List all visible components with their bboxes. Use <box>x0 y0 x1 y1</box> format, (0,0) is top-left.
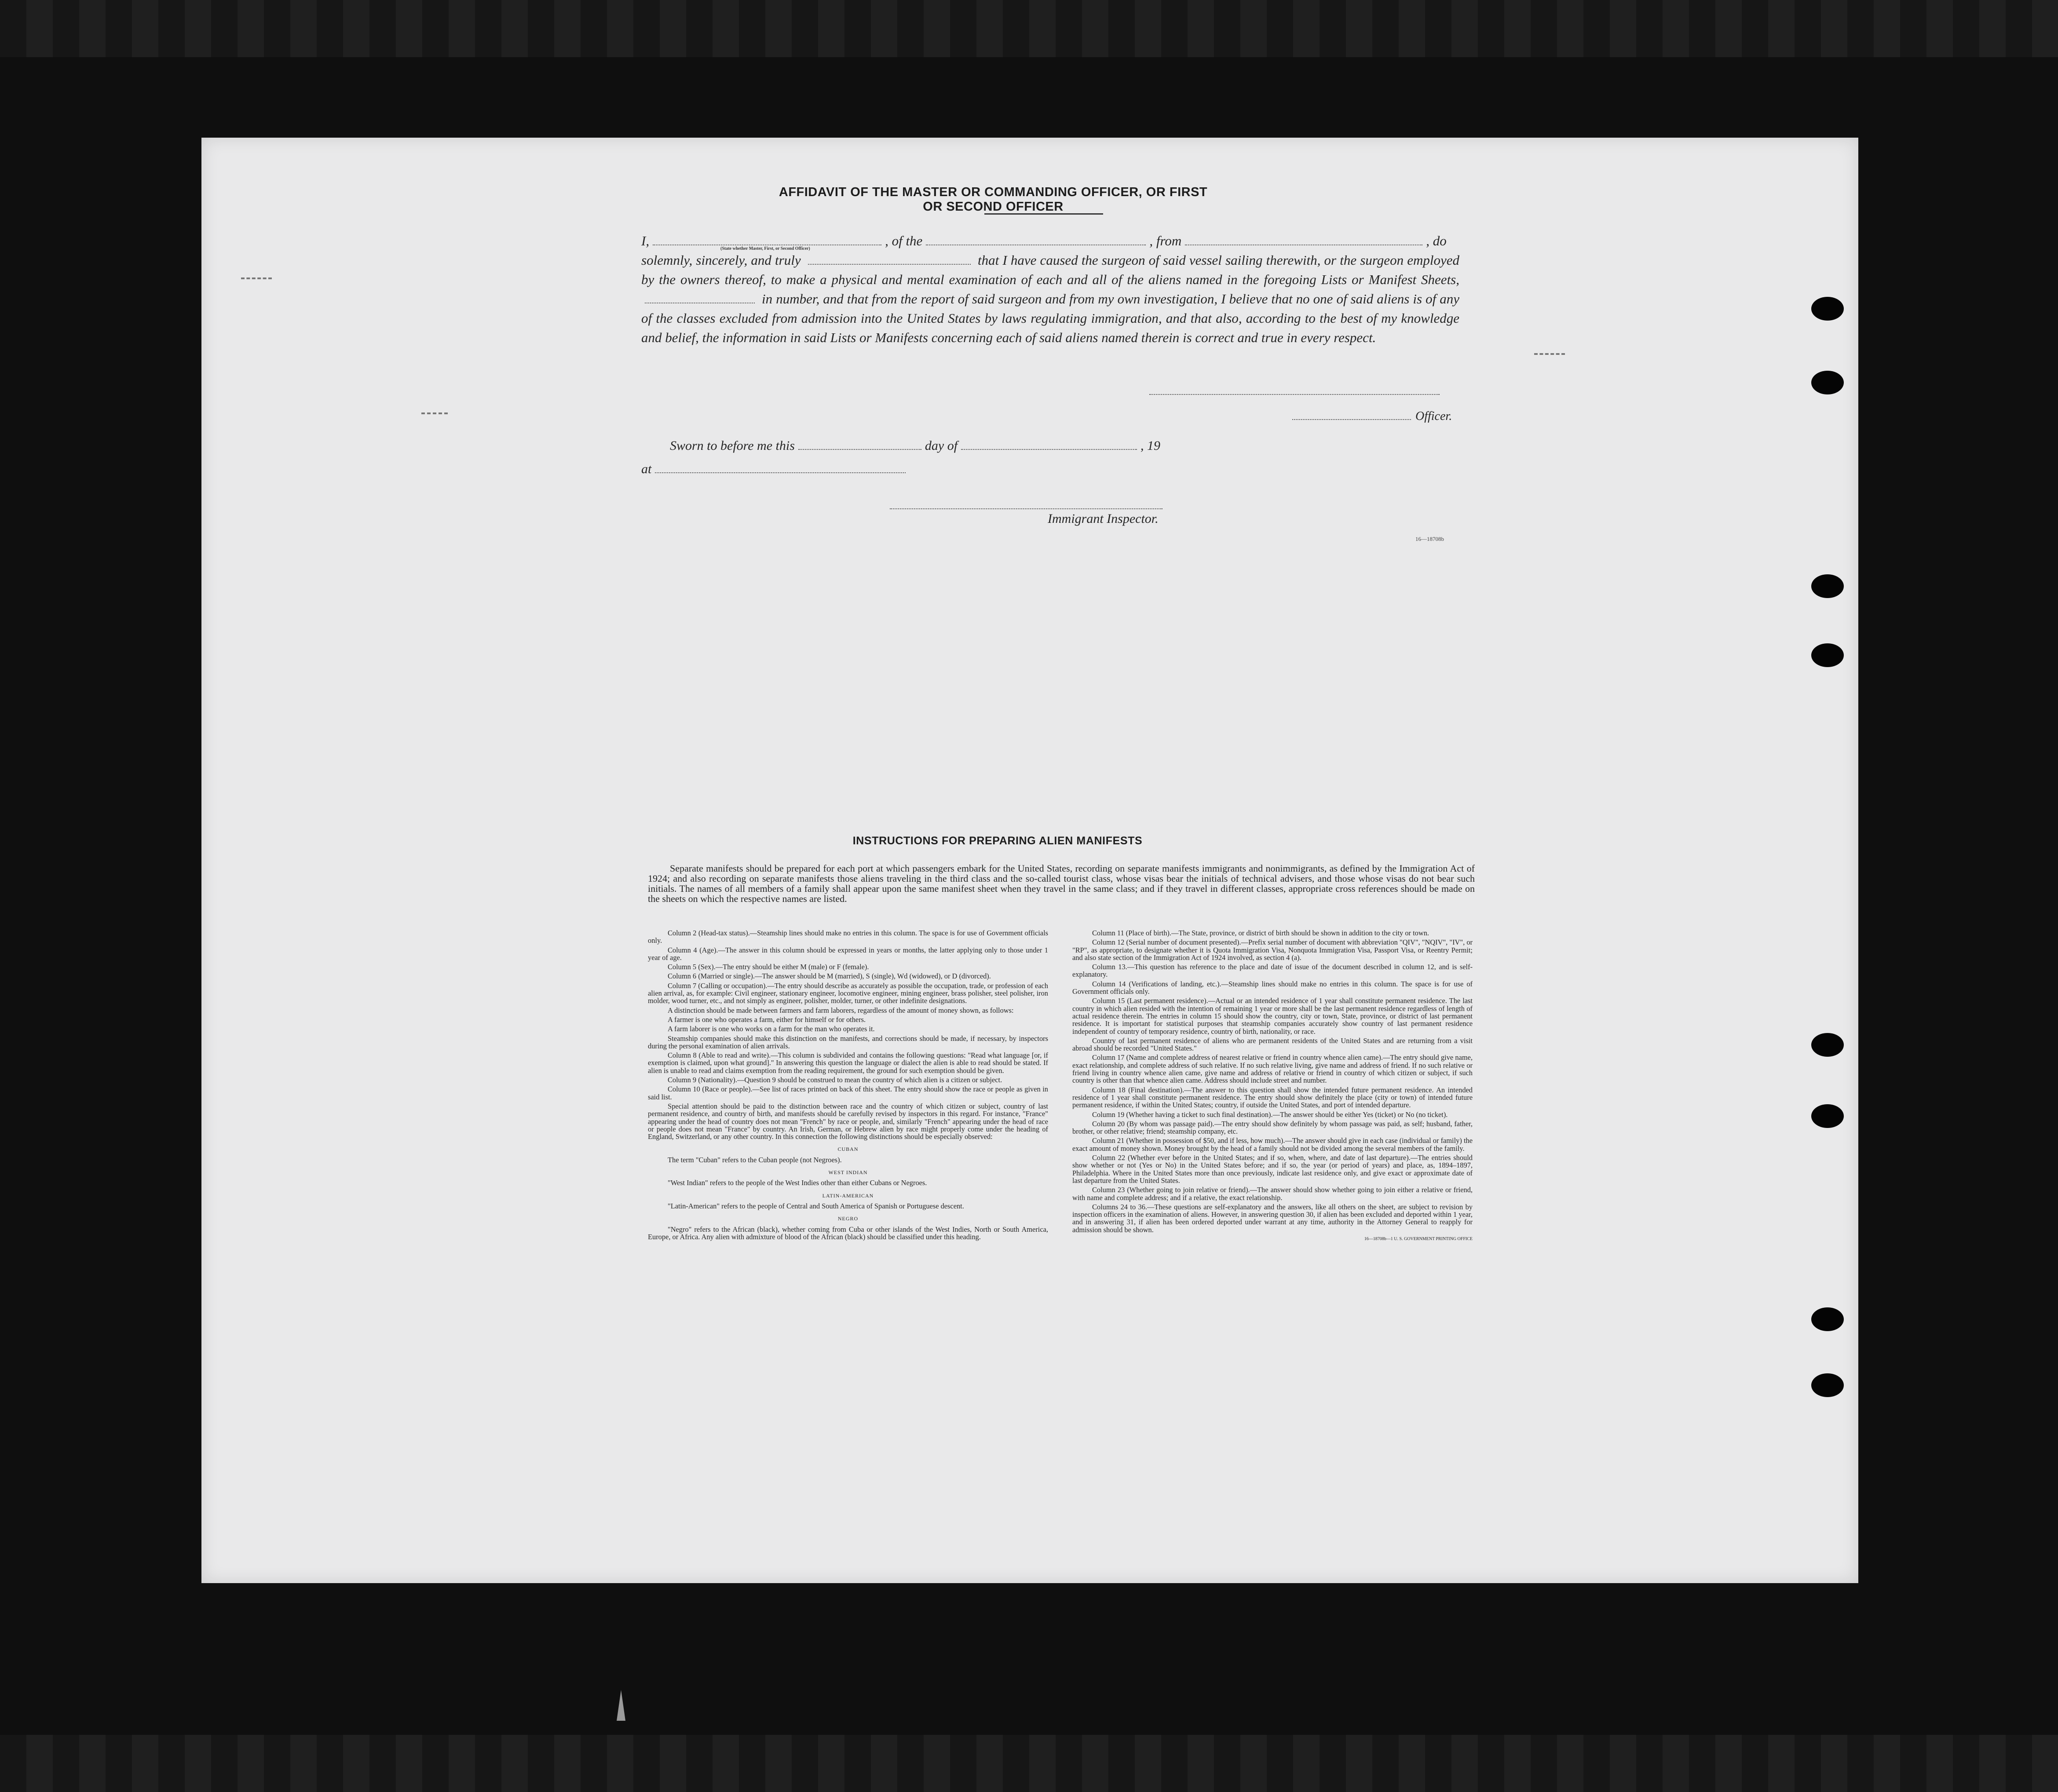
instruction-paragraph: Country of last permanent residence of aliens who are permanent residents of the United States and are returning from a visit abroad should be recorded "United States." <box>1072 1036 1473 1053</box>
binding-hole <box>1811 1307 1844 1331</box>
instruction-paragraph: Column 14 (Verifications of landing, etc.).—Steamship lines should make no entries in this column. The space is for use of Government officials only. <box>1072 979 1473 996</box>
title-rule <box>984 213 1103 215</box>
of-the-label: , of the <box>885 233 923 248</box>
affidavit-i: I, <box>641 233 650 248</box>
instruction-paragraph: A farmer is one who operates a farm, either for himself or for others. <box>668 1015 866 1024</box>
instruction-paragraph: Column 8 (Able to read and write).—This column is subdivided and contains the following questions: "Read what language [or, if exemption is claimed, upon what ground]." In answering this question the language or dialect the alien is able to read should be stated. If alien is unable to read and claims exemption from the reading requirement, the ground for such exemption should be given. <box>648 1051 1048 1075</box>
binding-hole <box>1811 371 1844 394</box>
instruction-paragraph: Column 6 (Married or single).—The answer should be M (married), S (single), Wd (widowed), or D (divorced). <box>668 972 991 981</box>
binding-hole <box>1811 574 1844 598</box>
binding-hole <box>1811 297 1844 321</box>
section-heading: CUBAN <box>837 1146 859 1153</box>
instruction-paragraph: Column 7 (Calling or occupation).—The entry should describe as accurately as possible the occupation, trade, or profession of each alien arrival, as, for example: Civil engineer, stationary engineer, locomotive engineer, mining engineer, brass polisher, steel polisher, iron molder, wood turner, etc., and not simply as engineer, polisher, molder, turner, or other indefinite designations. <box>648 981 1048 1005</box>
sworn-day-field[interactable] <box>798 438 921 450</box>
binding-hole <box>1811 643 1844 667</box>
day-of-label: day of <box>925 438 958 453</box>
instructions-intro: Separate manifests should be prepared for each port at which passengers embark for the United States, recording on separate manifests immigrants and nonimmigrants, as defined by the Immigration Act of 1924; and also recording on separate manifests those aliens traveling in the third class and the so-called tourist class, whose visas bear the initials of technical advisers, and those whose visas do not bear such initials. The names of all members of a family shall appear upon the same manifest sheet when they travel in the same class; and if they travel in different classes, appropriate cross references should be made on the sheets on which the respective names are listed. <box>648 863 1475 904</box>
instruction-paragraph: Column 15 (Last permanent residence).—Actual or an intended residence of 1 year shall constitute permanent residence. The last country in which alien resided with the intention of remaining 1 year or more shall be the last permanent residence regardless of length of actual residence therein. The entries in column 15 should show the country, city or town, State, province, or district of last permanent residence. It is important for statistical purposes that steamship companies accurately show country of last permanent residence independent of country of temporary residence, country of birth, nationality, or race. <box>1072 996 1473 1036</box>
instruction-paragraph: "Latin-American" refers to the people of Central and South America of Spanish or Portuguese descent. <box>668 1201 964 1210</box>
sworn-place-field[interactable] <box>655 462 906 473</box>
instruction-paragraph: A farm laborer is one who works on a farm for the man who operates it. <box>668 1025 875 1033</box>
instruction-paragraph: Column 5 (Sex).—The entry should be either M (male) or F (female). <box>668 963 869 971</box>
instruction-paragraph: Column 10 (Race or people).—See list of races printed on back of this sheet. The entry should show the race or people as given in said list. <box>648 1085 1048 1101</box>
signature-line[interactable] <box>1149 394 1440 395</box>
film-strip-bottom <box>0 1735 2058 1792</box>
instruction-paragraph: The term "Cuban" refers to the Cuban people (not Negroes). <box>668 1155 842 1164</box>
sworn-line <box>670 438 1160 453</box>
manifest-sheet <box>201 138 1858 1583</box>
at-label: at <box>641 462 652 476</box>
officer-name-field[interactable] <box>653 234 881 245</box>
affidavit-body <box>641 251 1459 347</box>
instruction-paragraph: Column 17 (Name and complete address of nearest relative or friend in country whence alien came).—The entry should give name, exact relationship, and complete address of such relative. If no such relative living, give name and address of friend. If no such relative or friend living in country whence alien came, give name and address of relative or friend in country of which citizen or subject, if such country is other than that whence alien came. Address should include street and number. <box>1072 1053 1473 1085</box>
affidavit-body-1: solemnly, sincerely, and truly <box>641 252 801 268</box>
scan-mark <box>421 412 448 416</box>
section-heading: LATIN-AMERICAN <box>822 1192 874 1199</box>
instructions-right-column <box>1072 929 1473 1243</box>
instruction-paragraph: Column 11 (Place of birth).—The State, province, or district of birth should be shown in addition to the city or town. <box>1092 929 1429 937</box>
instructions-left-column <box>648 929 1048 1242</box>
officer-rank-note: (State whether Master, First, or Second Officer) <box>720 246 810 251</box>
scan-mark <box>241 277 272 281</box>
signature-line-short[interactable] <box>1292 419 1411 420</box>
instructions-title: INSTRUCTIONS FOR PREPARING ALIEN MANIFESTS <box>852 835 1143 847</box>
paper-tear <box>617 1690 625 1721</box>
instruction-paragraph: Special attention should be paid to the distinction between race and the country of which citizen or subject, country of last permanent residence, and country of birth, and manifests should be carefully revised by inspectors in this regard. For instance, "France" appearing under the head of country does not mean "French" by race or people, and, similarly "French" appearing under the head of race or people does not mean "France" by country. An Irish, German, or Hebrew alien by race might properly come under the heading of England, Switzerland, or any other country. In this connection the following distinctions should be especially observed: <box>648 1102 1048 1141</box>
instruction-paragraph: Column 9 (Nationality).—Question 9 should be construed to mean the country of which alien is a citizen or subject. <box>668 1076 1002 1084</box>
instruction-paragraph: Column 18 (Final destination).—The answer to this question shall show the intended future permanent residence. An intended residence of 1 year shall constitute permanent residence. The entry should show definitely the place (city or town) of intended future permanent residence, if within the United States; country, if outside the United States, and port of intended departure. <box>1072 1085 1473 1110</box>
instruction-paragraph: Column 20 (By whom was passage paid).—The entry should show definitely by whom passage was paid, as self; husband, father, brother, or other relative; friend; steamship company, etc. <box>1072 1119 1473 1136</box>
instruction-paragraph: Column 13.—This question has reference to the place and date of issue of the document described in column 12, and is self-explanatory. <box>1072 963 1473 979</box>
film-strip-top <box>0 0 2058 57</box>
instruction-paragraph: Column 22 (Whether ever before in the United States; and if so, when, where, and date of last departure).—The entries should show whether or not (Yes or No) in the United States before; and if so, the year (or period of years) and place, as, 1894–1897, Philadelphia. Where in the United States more than once previously, indicate last residence only, and give exact or approximate date of last departure from the United States. <box>1072 1153 1473 1185</box>
instruction-paragraph: "Negro" refers to the African (black), whether coming from Cuba or other islands of the West Indies, North or South America, Europe, or Africa. Any alien with admixture of blood of the African (black) should be classified under this heading. <box>648 1225 1048 1241</box>
inspector-label: Immigrant Inspector. <box>1048 511 1159 526</box>
instruction-paragraph: A distinction should be made between farmers and farm laborers, regardless of the amount of money shown, as follows: <box>668 1006 1014 1015</box>
alien-count-field[interactable] <box>645 292 755 303</box>
form-number: 16—18708b <box>1415 536 1444 542</box>
instruction-paragraph: Column 21 (Whether in possession of $50, and if less, how much).—The answer should give in each case (individual or family) the exact amount of money shown. Money brought by the head of a family should not be divided among the several members of the family. <box>1072 1136 1473 1153</box>
section-heading: NEGRO <box>837 1215 859 1222</box>
instruction-paragraph: Steamship companies should make this distinction on the manifests, and corrections should be made, if necessary, by inspectors during the personal examination of alien arrivals. <box>648 1034 1048 1050</box>
do-label: , do <box>1426 233 1447 248</box>
instruction-paragraph: Column 4 (Age).—The answer in this column should be expressed in years or months, the latter applying only to those under 1 year of age. <box>648 945 1048 962</box>
instruction-paragraph: Columns 24 to 36.—These questions are self-explanatory and the answers, like all others on the sheet, are subject to revision by inspection officers in the examination of aliens. However, in answering question 30, if alien has been excluded and deported within 1 year, and in answering 31, if alien has been ordered deported under warrant at any time, authority in the Attorney General to reapply for admission should be shown. <box>1072 1202 1473 1234</box>
scan-mark <box>1534 353 1565 357</box>
instruction-paragraph: Column 19 (Whether having a ticket to such final destination).—The answer should be either Yes (ticket) or No (no ticket). <box>1092 1110 1448 1119</box>
sworn-month-field[interactable] <box>961 438 1137 450</box>
year-label: , 19 <box>1140 438 1161 453</box>
instruction-paragraph: Column 23 (Whether going to join relative or friend).—The answer should show whether going to join either a relative or friend, with name and complete address; and if a relative, the exact relationship. <box>1072 1186 1473 1202</box>
instruction-paragraph: "West Indian" refers to the people of the West Indies other than either Cubans or Negroes. <box>668 1179 927 1187</box>
affidavit-body-2: that I have caused the surgeon of said vessel sailing therewith, or the surgeon employed by the owners thereof, to make a physical and mental examination of each and all of the aliens named in the foregoing Lists or Manifest Sheets, <box>641 252 1460 287</box>
from-port-field[interactable] <box>1185 234 1422 245</box>
sworn-label: Sworn to before me this <box>670 438 795 453</box>
instruction-paragraph: Column 2 (Head-tax status).—Steamship lines should make no entries in this column. The space is for use of Government officials only. <box>648 929 1048 945</box>
printing-office-footer: 16—18708b—1 U. S. GOVERNMENT PRINTING OFFICE <box>1364 1236 1473 1241</box>
affidavit-title: AFFIDAVIT OF THE MASTER OR COMMANDING OFFICER, OR FIRST OR SECOND OFFICER <box>779 185 1208 214</box>
from-label: , from <box>1149 233 1182 248</box>
truly-field[interactable] <box>808 253 971 265</box>
vessel-name-field[interactable] <box>926 234 1146 245</box>
at-line <box>641 462 909 477</box>
binding-hole <box>1811 1373 1844 1397</box>
officer-label: Officer. <box>1415 409 1452 423</box>
instruction-paragraph: Column 12 (Serial number of document presented).—Prefix serial number of document with abbreviation "QIV", "NQIV", "IV", or "RP", as appropriate, to designate whether it is Quota Immigration Visa, Nonquota Immigration Visa, Passport Visa, or Reentry Permit; and also state section of the Immigration Act of 1924 involved, as section 4 (a). <box>1072 938 1473 962</box>
affidavit-body-3: in number, and that from the report of said surgeon and from my own investigation, I believe that no one of said aliens is of any of the classes excluded from admission into the United States by laws regulating immigration, and that also, according to the best of my knowledge and belief, the information in said Lists or Manifests concerning each of said aliens named therein is correct and true in every respect. <box>641 291 1460 345</box>
section-heading: WEST INDIAN <box>828 1169 868 1176</box>
binding-hole <box>1811 1104 1844 1128</box>
binding-hole <box>1811 1033 1844 1057</box>
inspector-signature-line[interactable] <box>890 508 1162 509</box>
